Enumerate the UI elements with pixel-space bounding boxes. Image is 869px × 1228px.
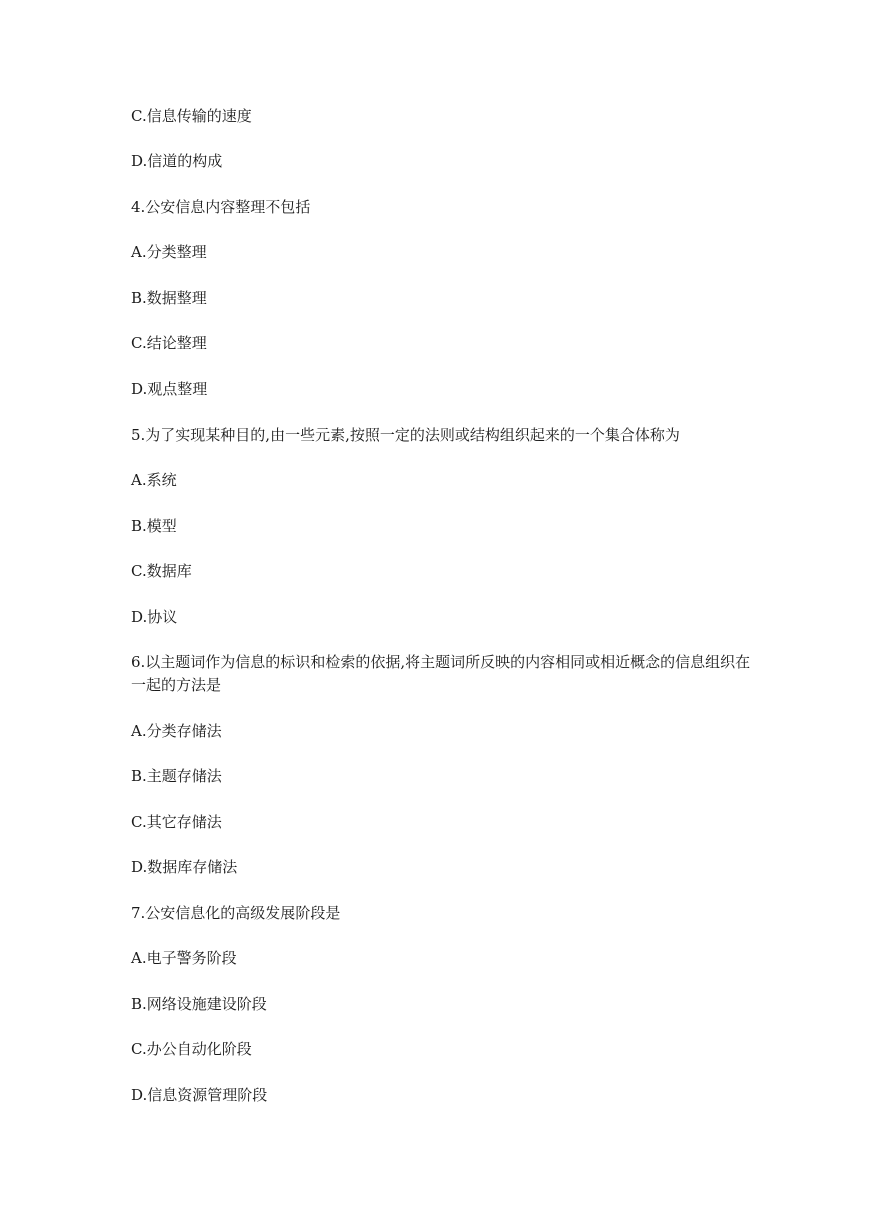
option-7c: C.办公自动化阶段 bbox=[131, 1040, 252, 1058]
option-4a: A.分类整理 bbox=[131, 243, 207, 261]
option-3c: C.信息传输的速度 bbox=[131, 107, 252, 125]
option-3d: D.信道的构成 bbox=[131, 152, 223, 170]
question-5: 5.为了实现某种目的,由一些元素,按照一定的法则或结构组织起来的一个集合体称为 bbox=[131, 426, 680, 444]
option-6d: D.数据库存储法 bbox=[131, 858, 238, 876]
option-5c: C.数据库 bbox=[131, 562, 192, 580]
option-4b: B.数据整理 bbox=[131, 289, 207, 307]
option-7a: A.电子警务阶段 bbox=[131, 949, 237, 967]
question-7: 7.公安信息化的高级发展阶段是 bbox=[131, 904, 341, 922]
option-5d: D.协议 bbox=[131, 608, 178, 626]
option-4c: C.结论整理 bbox=[131, 334, 207, 352]
option-7b: B.网络设施建设阶段 bbox=[131, 995, 267, 1013]
option-5b: B.模型 bbox=[131, 517, 177, 535]
question-4: 4.公安信息内容整理不包括 bbox=[131, 198, 311, 216]
option-6c: C.其它存储法 bbox=[131, 813, 222, 831]
option-5a: A.系统 bbox=[131, 471, 177, 489]
option-4d: D.观点整理 bbox=[131, 380, 208, 398]
option-6a: A.分类存储法 bbox=[131, 722, 222, 740]
option-6b: B.主题存储法 bbox=[131, 767, 222, 785]
question-6: 6.以主题词作为信息的标识和检索的依据,将主题词所反映的内容相同或相近概念的信息组织在一起的方法是 bbox=[131, 653, 751, 694]
option-7d: D.信息资源管理阶段 bbox=[131, 1086, 268, 1104]
